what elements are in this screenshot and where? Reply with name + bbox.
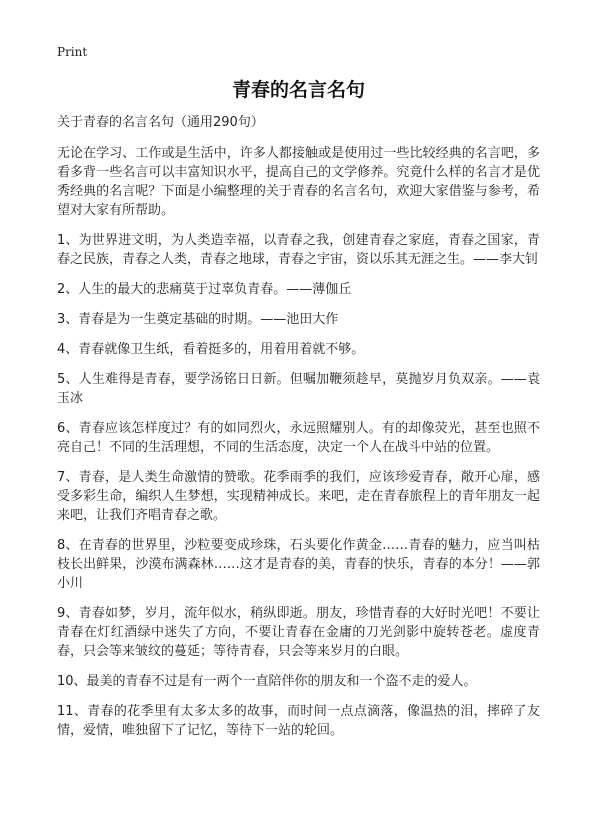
quote-item: 11、青春的花季里有太多太多的故事，而时间一点点滴落，像温热的泪，摔碎了友情，爱情，唯独留下了记忆，等待下一站的轮回。: [57, 704, 540, 738]
quote-item: 5、人生难得是青春，要学汤铭日日新。但嘱加鞭须趁早，莫抛岁月负双亲。——袁玉冰: [57, 372, 540, 406]
quote-item: 4、青春就像卫生纸，看着挺多的，用着用着就不够。: [57, 342, 365, 357]
quote-item: 10、最美的青春不过是有一两个一直陪伴你的朋友和一个盗不走的爱人。: [57, 674, 477, 689]
quote-item: 2、人生的最大的悲痛莫于过辜负青春。——薄伽丘: [57, 282, 352, 297]
quote-item: 9、青春如梦，岁月，流年似水，稍纵即逝。朋友，珍惜青春的大好时光吧！不要让青春在灯红酒绿中迷失了方向，不要让青春在金庸的刀光剑影中旋转苍老。虚度青春，只会等来皱纹的蔓延；等待青春，只会等来岁月的白眼。: [57, 606, 540, 659]
quote-item: 7、青春，是人类生命激情的赞歌。花季雨季的我们，应该珍爱青春，敞开心扉，感受多彩生命，编织人生梦想，实现精神成长。来吧，走在青春旅程上的青年朋友一起来吧，让我们齐唱青春之歌。: [57, 470, 540, 523]
page-title: 青春的名言名句: [231, 79, 365, 101]
quote-item: 6、青春应该怎样度过？有的如同烈火，永远照耀别人。有的却像荧光，甚至也照不亮自己！不同的生活理想，不同的生活态度，决定一个人在战斗中站的位置。: [57, 421, 540, 455]
quote-item: 8、在青春的世界里，沙粒要变成珍珠，石头要化作黄金……青春的魅力，应当叫枯枝长出鲜果，沙漠布满森林……这才是青春的美，青春的快乐，青春的本分！——郭小川: [57, 538, 540, 591]
quote-item: 3、青春是为一生奠定基础的时期。——池田大作: [57, 312, 339, 327]
quote-list: [57, 231, 540, 740]
quote-item: 1、为世界进文明，为人类造幸福，以青春之我，创建青春之家庭，青春之国家，青春之民族，青春之人类，青春之地球，青春之宇宙，资以乐其无涯之生。——李大钊: [57, 233, 540, 267]
document-subtitle: 关于青春的名言名句（通用290句）: [57, 115, 264, 130]
intro-paragraph: 无论在学习、工作或是生活中，许多人都接触或是使用过一些比较经典的名言吧，多看多背一些名言可以丰富知识水平，提高自己的文学修养。究竟什么样的名言才是优秀经典的名言呢？下面是小编整理的关于青春的名言名句，欢迎大家借鉴与参考，希望对大家有所帮助。: [57, 146, 540, 218]
print-link[interactable]: Print: [57, 45, 88, 59]
